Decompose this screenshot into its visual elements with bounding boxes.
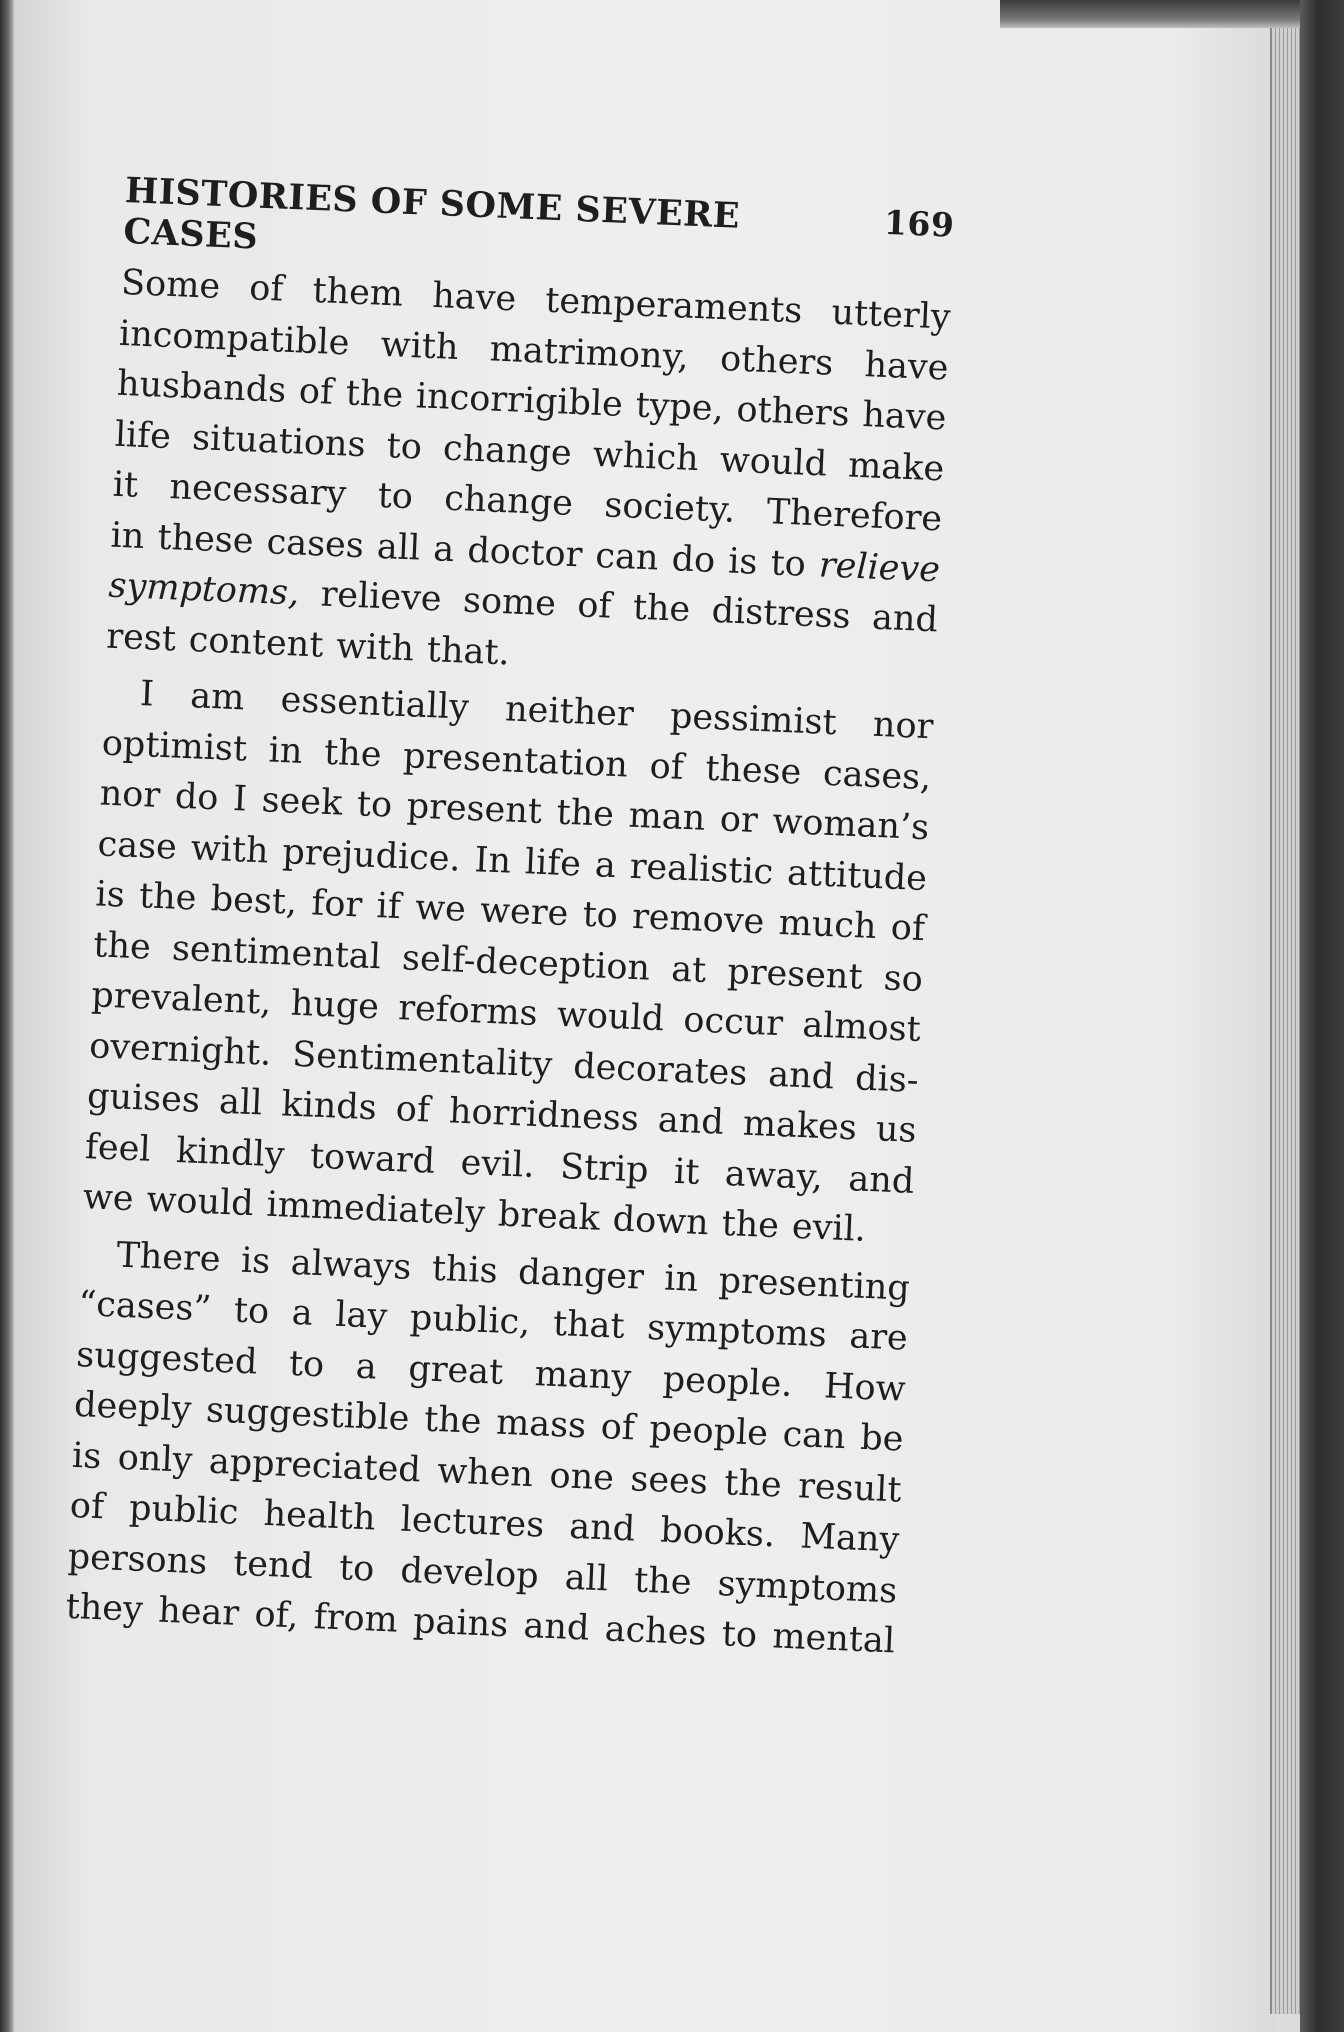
word: sentimental	[171, 928, 382, 977]
word: There	[115, 1235, 222, 1280]
word: of	[298, 371, 334, 413]
word: for	[310, 883, 364, 926]
word: of	[599, 1407, 636, 1449]
word: others	[735, 389, 851, 435]
word: with	[335, 625, 415, 669]
word: to	[385, 425, 423, 468]
word: to	[769, 542, 807, 585]
word: persons	[67, 1536, 209, 1583]
word: these	[156, 517, 255, 562]
word: a	[432, 528, 456, 570]
word: health	[262, 1493, 377, 1539]
word: Many	[799, 1516, 901, 1561]
word: that.	[426, 629, 511, 673]
word: books.	[659, 1510, 776, 1556]
word: the	[323, 732, 383, 775]
word: public	[128, 1488, 240, 1533]
word: in	[109, 515, 146, 557]
word: seek	[260, 780, 344, 824]
word: some	[462, 580, 557, 625]
word: to	[581, 894, 619, 937]
word: and	[568, 1506, 636, 1550]
word: of	[248, 268, 285, 310]
page-number: 169	[883, 202, 956, 245]
word: we	[414, 887, 467, 930]
word: of	[395, 1089, 431, 1131]
word: people.	[662, 1359, 794, 1405]
cover-top-edge	[1000, 0, 1344, 28]
word: have	[861, 395, 948, 439]
word: content	[188, 619, 325, 666]
word: which	[592, 434, 700, 479]
word: man	[627, 795, 707, 839]
word: cases,	[822, 753, 933, 798]
word: a	[594, 844, 617, 886]
word: this	[431, 1248, 499, 1292]
word: self-deception	[401, 937, 651, 989]
word: I	[232, 779, 248, 820]
word: Some	[120, 262, 221, 308]
word: many	[534, 1353, 632, 1398]
word: temperaments	[544, 280, 804, 332]
word: in	[267, 730, 304, 772]
word: incompatible	[118, 313, 351, 363]
word: that	[552, 1303, 626, 1347]
word: utterly	[830, 292, 952, 338]
word: aches	[603, 1609, 708, 1654]
word: the	[633, 1560, 693, 1603]
word: toward	[309, 1136, 436, 1182]
word: cases	[265, 521, 365, 566]
word: would	[719, 439, 828, 485]
word: we	[82, 1177, 135, 1220]
word: relieve	[319, 574, 443, 620]
word: How	[823, 1365, 907, 1410]
word: have	[863, 344, 950, 389]
word: symptoms	[646, 1307, 828, 1356]
word: appreciated	[208, 1441, 422, 1490]
word: symptoms	[716, 1563, 898, 1612]
word: horridness	[448, 1091, 640, 1140]
word: the	[423, 1399, 483, 1442]
word: woman’s	[771, 801, 930, 849]
word: “cases”	[77, 1284, 213, 1330]
word: is	[727, 541, 759, 583]
word: they	[64, 1586, 144, 1630]
word: the	[345, 373, 404, 416]
word: and	[522, 1605, 591, 1649]
word: it	[111, 464, 139, 506]
word: symptoms,	[107, 565, 300, 614]
word: do	[174, 776, 220, 819]
word: feel	[84, 1126, 152, 1170]
word: do	[670, 538, 716, 581]
word: danger	[517, 1251, 645, 1298]
word: pessimist	[669, 696, 838, 744]
word: were	[479, 890, 570, 935]
word: suggested	[75, 1334, 259, 1383]
word: all	[376, 526, 422, 569]
word: change	[442, 428, 573, 474]
word: lectures	[399, 1499, 545, 1546]
word: nor	[872, 704, 935, 748]
word: nor	[99, 773, 162, 816]
word: presentation	[402, 735, 629, 786]
word: of,	[253, 1594, 300, 1637]
word: mental	[771, 1616, 896, 1662]
word: people	[648, 1409, 769, 1454]
word: lay	[334, 1294, 389, 1337]
word: occur	[682, 1000, 784, 1045]
word: situations	[191, 417, 367, 465]
word: one	[548, 1455, 615, 1499]
word: husbands	[116, 363, 287, 411]
word: sees	[629, 1458, 709, 1502]
word: best,	[210, 879, 298, 923]
word: reforms	[397, 988, 539, 1034]
word: evil.	[791, 1206, 867, 1250]
word: in	[663, 1258, 699, 1300]
word: of	[890, 907, 926, 950]
word: overnight.	[88, 1025, 273, 1074]
word: suggestible	[205, 1390, 411, 1439]
word: if	[375, 886, 402, 928]
word: would	[145, 1179, 255, 1225]
word: pains	[412, 1601, 509, 1646]
word: present	[726, 951, 864, 998]
word: doctor	[466, 530, 584, 575]
word: with	[379, 324, 460, 368]
word: or	[719, 799, 759, 842]
word: hear	[157, 1590, 240, 1634]
word: I	[139, 674, 155, 715]
word: to	[721, 1614, 758, 1656]
word: distress	[710, 590, 852, 637]
word: rest	[105, 616, 177, 659]
word: the	[723, 1462, 783, 1506]
word: a	[290, 1292, 314, 1334]
word: Therefore	[765, 492, 943, 540]
word: makes	[742, 1103, 858, 1149]
word: Strip	[559, 1146, 650, 1191]
word: always	[289, 1242, 413, 1288]
paragraph	[82, 668, 935, 1258]
running-head-title: HISTORIES OF SOME SEVERE CASES	[122, 170, 741, 258]
word: present	[406, 786, 543, 832]
word: presenting	[717, 1260, 911, 1309]
word: break	[497, 1194, 601, 1239]
word: Sentimentality	[291, 1034, 554, 1086]
word: kindly	[175, 1130, 286, 1175]
word: is	[94, 874, 126, 916]
word: would	[556, 994, 665, 1040]
word: them	[311, 270, 404, 315]
word: relieve	[818, 544, 941, 590]
word: to	[356, 784, 393, 826]
word: prevalent,	[90, 975, 273, 1023]
word: so	[882, 957, 924, 1000]
word: down	[611, 1199, 710, 1244]
word: the	[555, 792, 615, 835]
word: these	[704, 748, 803, 793]
word: us	[875, 1109, 918, 1151]
word: type,	[634, 385, 725, 430]
word: incorrigible	[415, 376, 624, 425]
word: necessary	[168, 467, 348, 515]
word: to	[338, 1547, 376, 1590]
word: to	[376, 475, 414, 518]
word: have	[431, 275, 517, 320]
word: of	[648, 745, 685, 788]
word: can	[781, 1414, 847, 1458]
word: to	[233, 1290, 270, 1332]
word: much	[777, 903, 878, 948]
word: develop	[399, 1550, 540, 1596]
word: all	[563, 1557, 609, 1599]
word: evil.	[459, 1142, 536, 1186]
word: the	[138, 876, 198, 919]
word: and	[847, 1158, 916, 1202]
word: case	[96, 823, 178, 868]
word: make	[847, 445, 945, 490]
page-text-block	[65, 170, 956, 1667]
word: remove	[631, 896, 766, 943]
word: essentially	[279, 679, 470, 728]
word: and	[767, 1054, 835, 1097]
word: others	[719, 338, 835, 384]
word: immediately	[265, 1184, 486, 1234]
word: away,	[724, 1153, 824, 1198]
word: is	[240, 1240, 272, 1282]
word: of	[576, 585, 613, 627]
word: dis-	[854, 1057, 920, 1101]
word: In	[473, 839, 512, 882]
word: be	[859, 1417, 905, 1460]
word: deeply	[73, 1384, 193, 1430]
word: great	[407, 1348, 504, 1393]
page-stack-edges	[1270, 24, 1302, 2014]
body-text	[65, 258, 952, 1667]
word: society.	[603, 485, 737, 531]
word: kinds	[280, 1084, 378, 1129]
word: almost	[801, 1005, 922, 1051]
word: of	[69, 1485, 105, 1528]
word: life	[524, 841, 582, 885]
word: a	[355, 1346, 378, 1388]
paragraph	[105, 258, 951, 696]
word: change	[443, 478, 574, 524]
binding-edge-left	[0, 0, 14, 2032]
word: matrimony,	[489, 328, 690, 378]
word: and	[871, 597, 939, 641]
word: guises	[86, 1076, 201, 1121]
word: is	[71, 1435, 103, 1477]
word: huge	[289, 983, 380, 1028]
word: are	[848, 1316, 909, 1359]
word: and	[657, 1100, 725, 1143]
word: it	[673, 1151, 701, 1193]
book-cover-right	[1300, 0, 1344, 2032]
word: attitude	[786, 852, 928, 899]
word: the	[632, 587, 692, 630]
word: prejudice.	[281, 831, 462, 880]
word: am	[189, 676, 246, 719]
word: when	[436, 1450, 534, 1495]
word: optimist	[101, 723, 248, 770]
word: life	[114, 414, 172, 457]
word: all	[218, 1081, 264, 1124]
word: neither	[504, 689, 635, 735]
word: mass	[495, 1402, 587, 1447]
word: at	[670, 949, 708, 991]
word: realistic	[628, 846, 775, 893]
word: result	[797, 1465, 903, 1511]
word: from	[313, 1597, 399, 1641]
word: the	[720, 1203, 780, 1247]
word: decorates	[572, 1046, 749, 1094]
word: tend	[232, 1543, 314, 1587]
word: only	[117, 1437, 194, 1481]
paragraph	[65, 1229, 911, 1667]
word: can	[594, 535, 660, 579]
word: to	[288, 1343, 326, 1385]
word: with	[189, 827, 270, 872]
word: the	[92, 924, 152, 968]
word: public,	[409, 1297, 532, 1343]
